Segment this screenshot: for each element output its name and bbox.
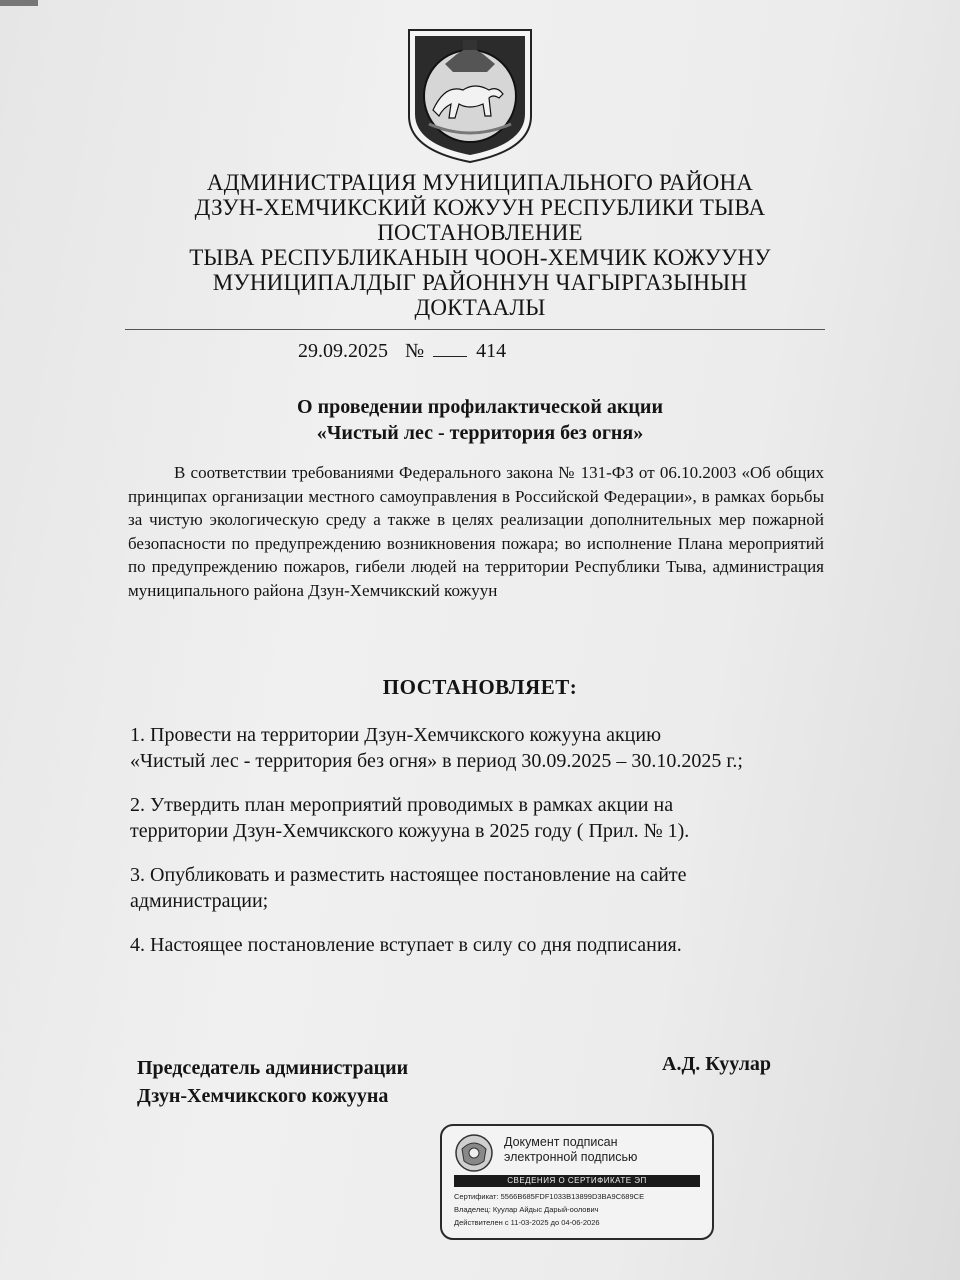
preamble-paragraph	[128, 461, 824, 602]
header-divider	[125, 329, 825, 330]
header-line-2: ДЗУН-ХЕМЧИКСКИЙ КОЖУУН РЕСПУБЛИКИ ТЫВА	[194, 195, 766, 220]
number-sign: №	[405, 340, 425, 362]
signatory-name: А.Д. Куулар	[662, 1053, 772, 1075]
clause-2-line-1: 2. Утвердить план мероприятий проводимых в рамках акции на	[130, 794, 674, 816]
clause-3-line-2: администрации;	[130, 890, 269, 912]
title-line-2: «Чистый лес - территория без огня»	[316, 422, 644, 444]
header-line-1: АДМИНИСТРАЦИЯ МУНИЦИПАЛЬНОГО РАЙОНА	[206, 170, 754, 195]
clause-4-line-1: 4. Настоящее постановление вступает в силу со дня подписания.	[130, 934, 682, 956]
certificate-validity: Действителен с 11-03-2025 до 04-06-2026	[454, 1218, 600, 1227]
stamp-heading-line-1: Документ подписан	[504, 1135, 618, 1149]
header-line-5: МУНИЦИПАЛДЫГ РАЙОННУН ЧАГЫРГАЗЫНЫН	[212, 270, 748, 295]
signatory-position	[137, 1054, 408, 1110]
header-line-3: ПОСТАНОВЛЕНИЕ	[377, 220, 583, 245]
clause-1	[130, 722, 860, 774]
clause-1-line-2: «Чистый лес - территория без огня» в период 30.09.2025 – 30.10.2025 г.;	[130, 750, 743, 772]
clause-2-line-2: территории Дзун-Хемчикского кожууна в 2025 году ( Прил. № 1).	[130, 820, 690, 842]
decree-resolves-heading: ПОСТАНОВЛЯЕТ:	[382, 675, 578, 699]
clause-2	[130, 792, 860, 844]
tuva-emblem-icon	[454, 1133, 494, 1173]
authority-header	[120, 170, 840, 320]
clause-4	[130, 932, 860, 958]
decree-title	[180, 394, 780, 446]
certificate-info-bar: СВЕДЕНИЯ О СЕРТИФИКАТЕ ЭП	[454, 1175, 700, 1187]
stamp-heading-line-2: электронной подписью	[504, 1150, 638, 1164]
scan-edge	[0, 0, 38, 6]
header-line-6: ДОКТААЛЫ	[414, 295, 546, 320]
preamble-text: В соответствии требованиями Федерального закона № 131-ФЗ от 06.10.2003 «Об общих принципах организации местного самоуправления в Российской Федерации», в рамках борьбы за чистую экологическую среду а также в целях реализации дополнительных мер пожарной безопасности по предупреждению возникновения пожара; во исполнение Плана мероприятий по предупреждению пожаров, гибели людей на территории Республики Тыва, администрация муниципального района Дзун-Хемчикский кожуун	[128, 463, 824, 600]
position-line-1: Председатель администрации	[137, 1057, 409, 1079]
title-line-1: О проведении профилактической акции	[297, 396, 663, 418]
clause-1-line-1: 1. Провести на территории Дзун-Хемчикского кожууна акцию	[130, 724, 662, 746]
e-signature-stamp	[440, 1124, 714, 1240]
certificate-owner: Владелец: Куулар Айдыс Дарый-оолович	[454, 1205, 599, 1214]
header-line-4: ТЫВА РЕСПУБЛИКАНЫН ЧООН-ХЕМЧИК КОЖУУНУ	[189, 245, 771, 270]
clause-3	[130, 862, 860, 914]
number-blank	[433, 340, 467, 357]
position-line-2: Дзун-Хемчикского кожууна	[137, 1085, 389, 1107]
decree-date-number	[298, 340, 506, 363]
certificate-number: Сертификат: 5566B685FDF1033B13899D3BA9C689CE	[454, 1192, 645, 1201]
decree-date: 29.09.2025	[298, 340, 388, 362]
stamp-heading	[504, 1135, 637, 1165]
clause-3-line-1: 3. Опубликовать и разместить настоящее постановление на сайте	[130, 864, 687, 886]
district-coat-of-arms-horse-icon	[405, 24, 535, 164]
decree-number: 414	[476, 340, 507, 362]
